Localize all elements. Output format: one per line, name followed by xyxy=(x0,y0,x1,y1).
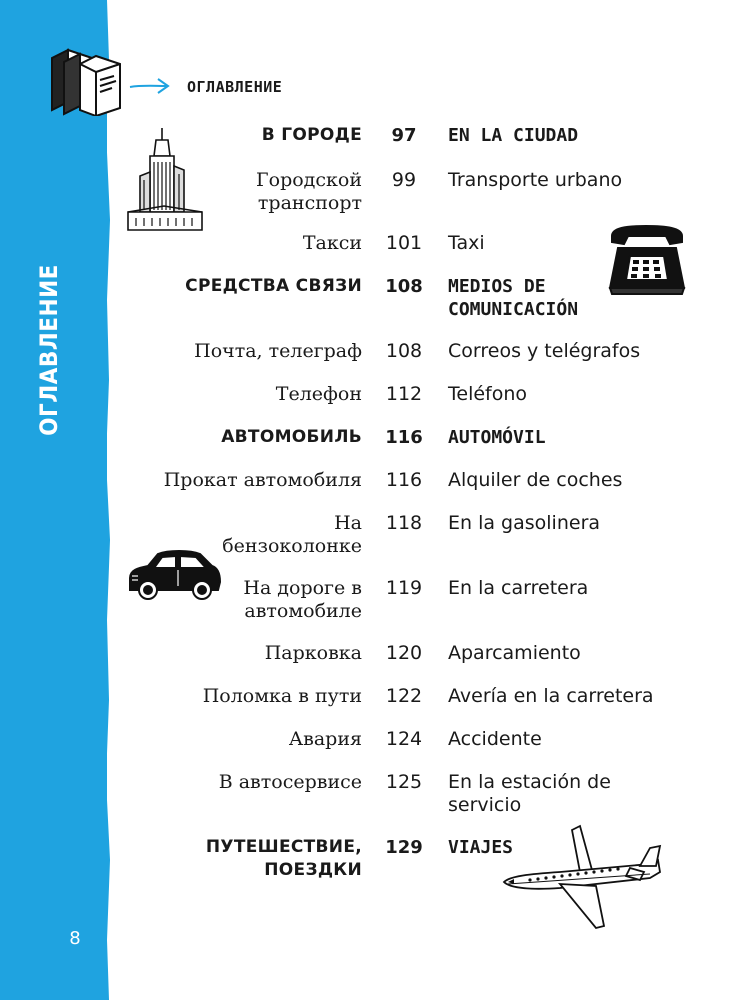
toc-ru-title-text: На бензоколонке xyxy=(222,512,362,557)
page-title: ОГЛАВЛЕНИЕ xyxy=(187,78,283,96)
toc-ru-title: СРЕДСТВА СВЯЗИ xyxy=(185,276,362,296)
toc-ru-title-text: На дороге в автомобиле xyxy=(243,577,362,622)
toc-es-title: En la carretera xyxy=(448,577,589,599)
toc-es-title: EN LA CIUDAD xyxy=(448,125,579,146)
band-edge xyxy=(101,0,113,1000)
toc-page-number: 122 xyxy=(385,685,423,707)
toc-page-number: 97 xyxy=(391,125,417,146)
toc-es-title: AUTOMÓVIL xyxy=(448,427,546,448)
toc-es-title: Transporte urbano xyxy=(448,169,623,191)
toc-page-number: 124 xyxy=(385,728,423,750)
toc-ru-title xyxy=(202,577,362,623)
arrow-icon xyxy=(128,76,172,96)
toc-es-title: Avería en la carretera xyxy=(448,685,654,707)
toc-page-number: 108 xyxy=(385,340,423,362)
toc-ru-title-text: ПУТЕШЕСТВИЕ, ПОЕЗДКИ xyxy=(205,837,362,880)
toc-es-title: Teléfono xyxy=(448,383,528,405)
toc-es-title: Alquiler de coches xyxy=(448,469,623,491)
toc-ru-title xyxy=(237,169,362,215)
toc-ru-title: В автосервисе xyxy=(218,771,362,793)
books-icon xyxy=(46,44,126,116)
toc-page-number: 120 xyxy=(385,642,423,664)
toc-page-number: 116 xyxy=(385,469,423,491)
toc-ru-title: АВТОМОБИЛЬ xyxy=(221,427,362,447)
toc-page-number: 101 xyxy=(385,232,423,254)
page-number: 8 xyxy=(69,928,81,949)
toc-es-title: Accidente xyxy=(448,728,542,750)
toc-page-number: 129 xyxy=(385,837,423,858)
toc-es-title: En la gasolinera xyxy=(448,512,601,534)
toc-ru-title-text: Городской транспорт xyxy=(256,169,362,214)
skyscraper-icon xyxy=(124,126,206,234)
toc-page-number: 112 xyxy=(385,383,423,405)
toc-ru-title: Авария xyxy=(288,728,362,750)
toc-es-title xyxy=(448,275,638,321)
toc-page-number: 116 xyxy=(385,427,423,448)
toc-es-title xyxy=(448,771,638,817)
toc-page-number: 99 xyxy=(391,169,417,191)
toc-es-title: Taxi xyxy=(448,232,485,254)
toc-page-number: 125 xyxy=(385,771,423,793)
toc-ru-title: Прокат автомобиля xyxy=(163,469,362,491)
toc-es-title-text: MEDIOS DE COMUNICACIÓN xyxy=(448,276,579,320)
toc-ru-title: Почта, телеграф xyxy=(194,340,362,362)
toc-ru-title: Поломка в пути xyxy=(202,685,362,707)
toc-page-number: 108 xyxy=(385,276,423,297)
toc-ru-title xyxy=(202,512,362,558)
toc-es-title: Correos y telégrafos xyxy=(448,340,641,362)
toc-ru-title: Парковка xyxy=(264,642,362,664)
toc-ru-title: В ГОРОДЕ xyxy=(261,125,362,145)
toc-ru-title xyxy=(182,836,362,882)
toc-page-number: 118 xyxy=(385,512,423,534)
toc-page-number: 119 xyxy=(385,577,423,599)
toc-es-title: Aparcamiento xyxy=(448,642,581,664)
toc-es-title-text: En la estación de servicio xyxy=(448,771,611,816)
toc-es-title: VIAJES xyxy=(448,837,514,858)
toc-ru-title: Такси xyxy=(302,232,362,254)
vertical-section-title: ОГЛАВЛЕНИЕ xyxy=(35,264,63,436)
airplane-icon xyxy=(500,824,668,930)
toc-ru-title: Телефон xyxy=(275,383,362,405)
side-band xyxy=(0,0,107,1000)
